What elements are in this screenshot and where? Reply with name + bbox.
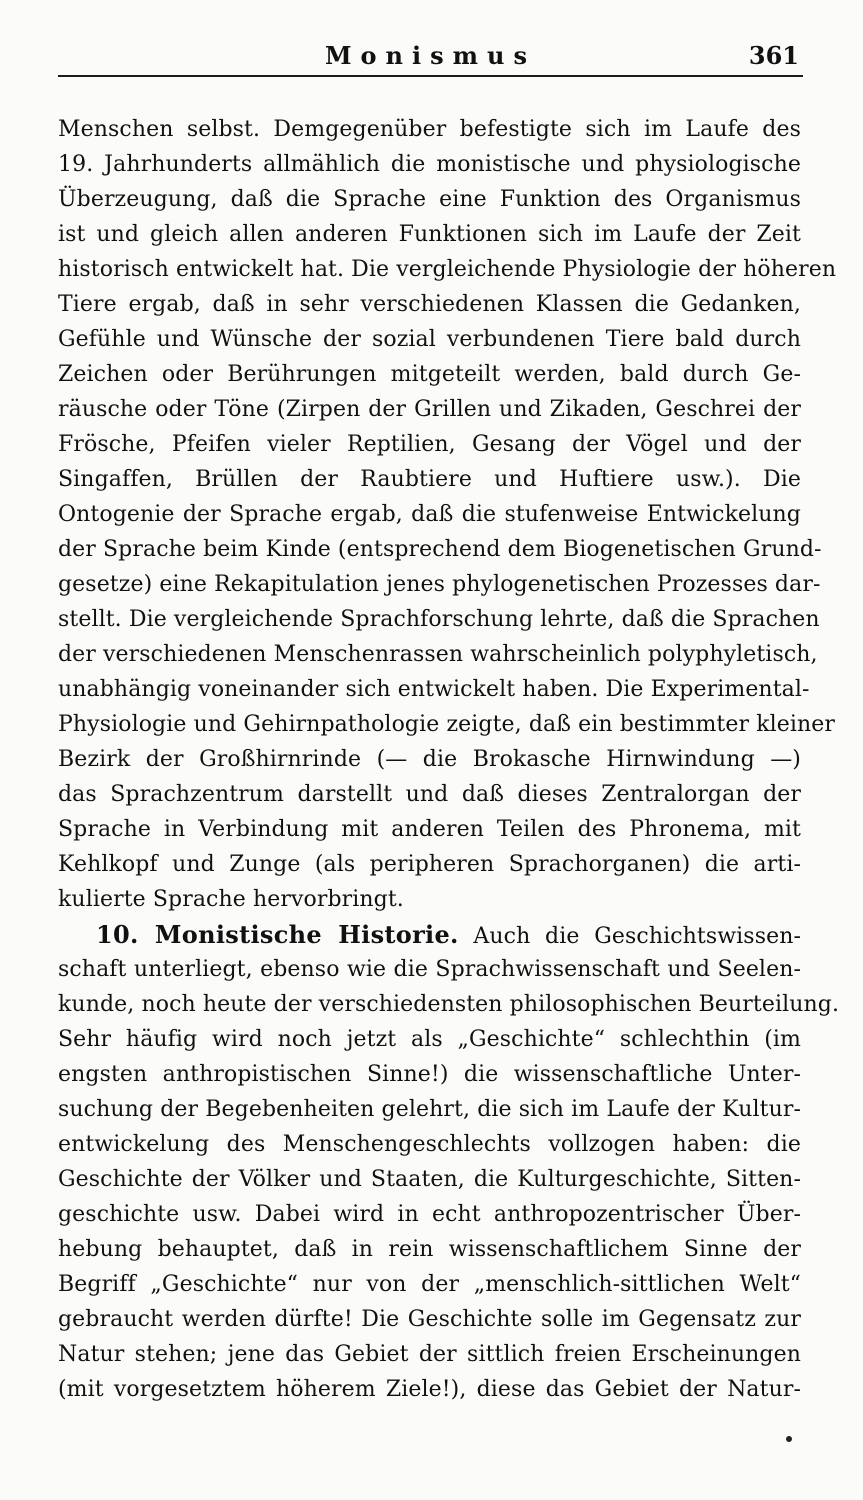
text-line: entwickelung des Menschengeschlechts vollzogen haben: die — [58, 1132, 801, 1157]
text-line: historisch entwickelt hat. Die vergleichende Physiologie der höheren — [58, 257, 837, 282]
text-line: Frösche, Pfeifen vieler Reptilien, Gesang der Vögel und der — [58, 432, 801, 457]
text-line: Zeichen oder Berührungen mitgeteilt werden, bald durch Ge- — [58, 362, 801, 387]
text-line: ist und gleich allen anderen Funktionen sich im Laufe der Zeit — [58, 222, 801, 247]
text-line: engsten anthropistischen Sinne!) die wissenschaftliche Unter- — [58, 1062, 801, 1087]
text-line: der verschiedenen Menschenrassen wahrscheinlich polyphyletisch, — [58, 642, 818, 667]
text-line: Menschen selbst. Demgegenüber befestigte sich im Laufe des — [58, 117, 801, 142]
text-line: suchung der Begebenheiten gelehrt, die sich im Laufe der Kultur- — [58, 1097, 801, 1122]
header-rule — [58, 75, 803, 77]
text-line: das Sprachzentrum darstellt und daß dieses Zentralorgan der — [58, 782, 801, 807]
text-line: unabhängig voneinander sich entwickelt haben. Die Experimental- — [58, 677, 810, 702]
running-header — [58, 36, 803, 78]
page-mark-dot — [786, 1436, 792, 1442]
text-line: Geschichte der Völker und Staaten, die Kulturgeschichte, Sitten- — [58, 1167, 801, 1192]
text-line: geschichte usw. Dabei wird in echt anthropozentrischer Über- — [58, 1202, 801, 1227]
text-line: Gefühle und Wünsche der sozial verbundenen Tiere bald durch — [58, 327, 801, 352]
page-number: 361 — [748, 41, 799, 70]
text-line: Tiere ergab, daß in sehr verschiedenen Klassen die Gedanken, — [58, 292, 801, 317]
text-line: Bezirk der Großhirnrinde (— die Brokasche Hirnwindung —) — [58, 747, 801, 772]
text-line: (mit vorgesetztem höherem Ziele!), diese das Gebiet der Natur- — [58, 1377, 801, 1402]
text-line: Natur stehen; jene das Gebiet der sittlich freien Erscheinungen — [58, 1342, 801, 1367]
text-line: 19. Jahrhunderts allmählich die monistische und physiologische — [58, 152, 801, 177]
running-title: Monismus — [324, 41, 536, 70]
text-line: Sprache in Verbindung mit anderen Teilen des Phronema, mit — [58, 817, 801, 842]
text-line: gesetze) eine Rekapitulation jenes phylogenetischen Prozesses dar- — [58, 572, 821, 597]
text-line: gebraucht werden dürfte! Die Geschichte solle im Gegensatz zur — [58, 1307, 801, 1332]
text-line: hebung behauptet, daß in rein wissenschaftlichem Sinne der — [58, 1237, 801, 1262]
text-line: Überzeugung, daß die Sprache eine Funktion des Organismus — [58, 187, 801, 212]
text-line: räusche oder Töne (Zirpen der Grillen und Zikaden, Geschrei der — [58, 397, 801, 422]
section-heading: 10. Monistische Historie. — [96, 920, 459, 949]
text-line: kunde, noch heute der verschiedensten philosophischen Beurteilung. — [58, 992, 840, 1017]
text-line: Singaffen, Brüllen der Raubtiere und Huftiere usw.). Die — [58, 467, 801, 492]
body-text — [58, 112, 840, 1407]
text-line: Kehlkopf und Zunge (als peripheren Sprachorganen) die arti- — [58, 852, 801, 877]
text-line: schaft unterliegt, ebenso wie die Sprachwissenschaft und Seelen- — [58, 957, 801, 982]
text-line: Sehr häufig wird noch jetzt als „Geschichte“ schlechthin (im — [58, 1027, 801, 1052]
section-start-line — [58, 917, 801, 952]
text-line: Ontogenie der Sprache ergab, daß die stufenweise Entwickelung — [58, 502, 801, 527]
text-line: kulierte Sprache hervorbringt. — [58, 887, 404, 912]
text-line: Begriff „Geschichte“ nur von der „menschlich-sittlichen Welt“ — [58, 1272, 801, 1297]
text-line: stellt. Die vergleichende Sprachforschung lehrte, daß die Sprachen — [58, 607, 820, 632]
section-first-line-text: Auch die Geschichtswissen- — [473, 924, 802, 949]
text-line: der Sprache beim Kinde (entsprechend dem Biogenetischen Grund- — [58, 537, 822, 562]
text-line: Physiologie und Gehirnpathologie zeigte, daß ein bestimmter kleiner — [58, 712, 836, 737]
